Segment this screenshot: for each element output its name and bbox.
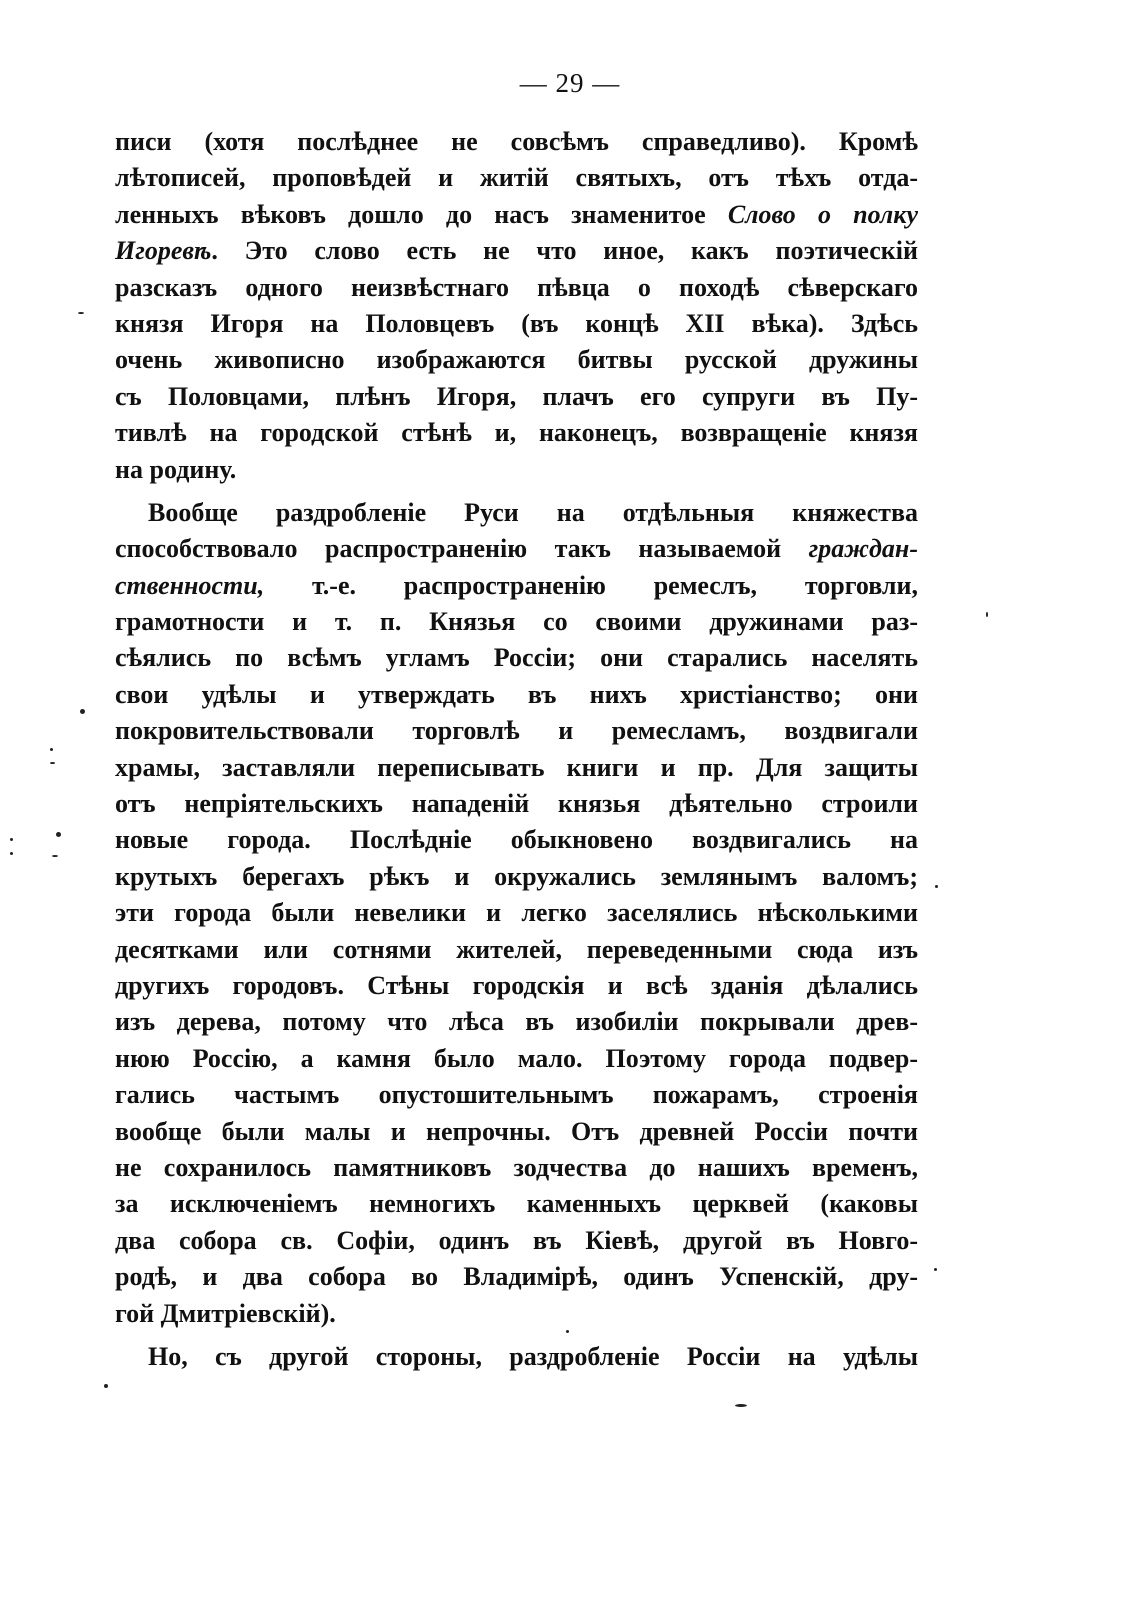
italic-title-text: граждан- xyxy=(808,534,918,564)
text-segment: другихъ городовъ. Стѣны городскія и всѣ зданія дѣлались xyxy=(115,970,918,1000)
text-line xyxy=(115,1296,918,1332)
text-segment: вообще были малы и непрочны. Отъ древней Россіи почти xyxy=(115,1116,918,1146)
text-segment: очень живописно изображаются битвы русской дружины xyxy=(115,345,918,375)
scan-speck xyxy=(934,1268,937,1271)
text-line xyxy=(115,531,918,567)
text-body xyxy=(115,124,918,1375)
text-line xyxy=(115,1186,918,1222)
text-line xyxy=(115,270,918,306)
text-segment: тивлѣ на городской стѣнѣ и, наконецъ, возвращеніе князя xyxy=(115,418,918,448)
text-segment: эти города были невелики и легко заселялись нѣсколькими xyxy=(115,898,918,928)
text-line xyxy=(115,1259,918,1295)
scan-speck xyxy=(10,838,13,841)
text-segment: . Это слово есть не что иное, какъ поэтическій xyxy=(211,236,918,266)
text-segment: отъ непріятельскихъ нападеній князья дѣятельно строили xyxy=(115,789,918,819)
scan-speck xyxy=(935,885,938,888)
paragraph xyxy=(115,1339,918,1375)
text-line xyxy=(115,1004,918,1040)
text-segment: писи (хотя послѣднее не совсѣмъ справедливо). Кромѣ xyxy=(115,127,918,156)
text-segment: изъ дерева, потому что лѣса въ изобиліи покрывали древ- xyxy=(115,1007,918,1037)
scan-speck xyxy=(735,1404,747,1407)
text-segment: лѣтописей, проповѣдей и житій святыхъ, отъ тѣхъ отда- xyxy=(115,163,918,193)
text-line xyxy=(115,604,918,640)
text-line xyxy=(115,750,918,786)
text-line xyxy=(115,640,918,676)
text-line xyxy=(115,932,918,968)
scan-speck xyxy=(566,1330,569,1333)
text-segment: ленныхъ вѣковъ дошло до насъ знаменитое xyxy=(115,199,728,229)
scan-speck xyxy=(10,852,13,855)
scan-speck xyxy=(78,312,84,314)
text-line xyxy=(115,968,918,1004)
text-line xyxy=(115,568,918,604)
text-line xyxy=(115,379,918,415)
text-segment: родѣ, и два собора во Владимірѣ, одинъ Успенскій, дру- xyxy=(115,1262,918,1292)
text-segment: нюю Россію, а камня было мало. Поэтому города подвер- xyxy=(115,1043,918,1073)
text-segment: два собора св. Софіи, одинъ въ Кіевѣ, другой въ Новго- xyxy=(115,1225,918,1255)
text-line xyxy=(115,1041,918,1077)
text-segment: т.-е. распространенію ремеслъ, торговли, xyxy=(264,570,918,600)
scan-speck xyxy=(50,762,55,764)
paragraph xyxy=(115,495,918,1332)
paragraph xyxy=(115,124,918,488)
scan-speck xyxy=(50,748,53,751)
text-line xyxy=(115,895,918,931)
text-segment: грамотности и т. п. Князья со своими дружинами раз- xyxy=(115,607,918,637)
text-segment: за исключеніемъ немногихъ каменныхъ церквей (каковы xyxy=(115,1189,918,1219)
text-line xyxy=(115,160,918,196)
text-line xyxy=(115,233,918,269)
text-segment: Вообще раздробленіе Руси на отдѣльныя княжества xyxy=(148,497,918,527)
text-line xyxy=(115,1223,918,1259)
text-segment: свои удѣлы и утверждать въ нихъ христіанство; они xyxy=(115,679,918,709)
text-segment: сѣялись по всѣмъ угламъ Россіи; они старались населять xyxy=(115,643,918,673)
text-line xyxy=(115,415,918,451)
text-segment: способствовало распространенію такъ называемой xyxy=(115,534,809,564)
text-line xyxy=(115,713,918,749)
text-line xyxy=(115,452,918,488)
italic-title-text: Игоревѣ xyxy=(115,236,212,266)
text-segment: не сохранилось памятниковъ зодчества до нашихъ временъ, xyxy=(115,1152,918,1182)
text-segment: на родину. xyxy=(115,454,237,484)
text-line xyxy=(115,342,918,378)
italic-title-text: ственности, xyxy=(115,570,265,600)
italic-title-text: Слово о полку xyxy=(727,199,918,229)
page-number: — 29 — xyxy=(519,68,621,98)
scan-speck xyxy=(986,612,988,617)
text-segment: князя Игоря на Половцевъ (въ концѣ XII вѣка). Здѣсь xyxy=(115,308,918,338)
scan-speck xyxy=(56,832,61,837)
text-line xyxy=(115,677,918,713)
text-segment: гой Дмитріевскій). xyxy=(115,1298,336,1328)
text-line xyxy=(115,495,918,531)
text-segment: новые города. Послѣдніе обыкновено воздвигались на xyxy=(115,825,918,855)
scan-speck xyxy=(52,855,58,857)
text-segment: десятками или сотнями жителей, переведенными сюда изъ xyxy=(115,934,918,964)
text-line xyxy=(115,124,918,160)
text-segment: съ Половцами, плѣнъ Игоря, плачъ его супруги въ Пу- xyxy=(115,381,918,411)
text-line xyxy=(115,1150,918,1186)
text-line xyxy=(115,1114,918,1150)
text-line xyxy=(115,786,918,822)
text-line xyxy=(115,822,918,858)
text-segment: Но, съ другой стороны, раздробленіе Россіи на удѣлы xyxy=(148,1341,918,1371)
text-line xyxy=(115,1339,918,1375)
text-segment: покровительствовали торговлѣ и ремесламъ, воздвигали xyxy=(115,716,918,746)
text-segment: храмы, заставляли переписывать книги и пр. Для защиты xyxy=(115,752,918,782)
text-line xyxy=(115,1077,918,1113)
scan-speck xyxy=(80,709,85,714)
text-line xyxy=(115,306,918,342)
scan-speck xyxy=(104,1384,108,1388)
text-line xyxy=(115,859,918,895)
text-line xyxy=(115,197,918,233)
text-segment: крутыхъ берегахъ рѣкъ и окружались землянымъ валомъ; xyxy=(115,861,918,891)
text-segment: гались частымъ опустошительнымъ пожарамъ, строенія xyxy=(115,1080,918,1110)
text-segment: разсказъ одного неизвѣстнаго пѣвца о походѣ сѣверскаго xyxy=(115,272,918,302)
